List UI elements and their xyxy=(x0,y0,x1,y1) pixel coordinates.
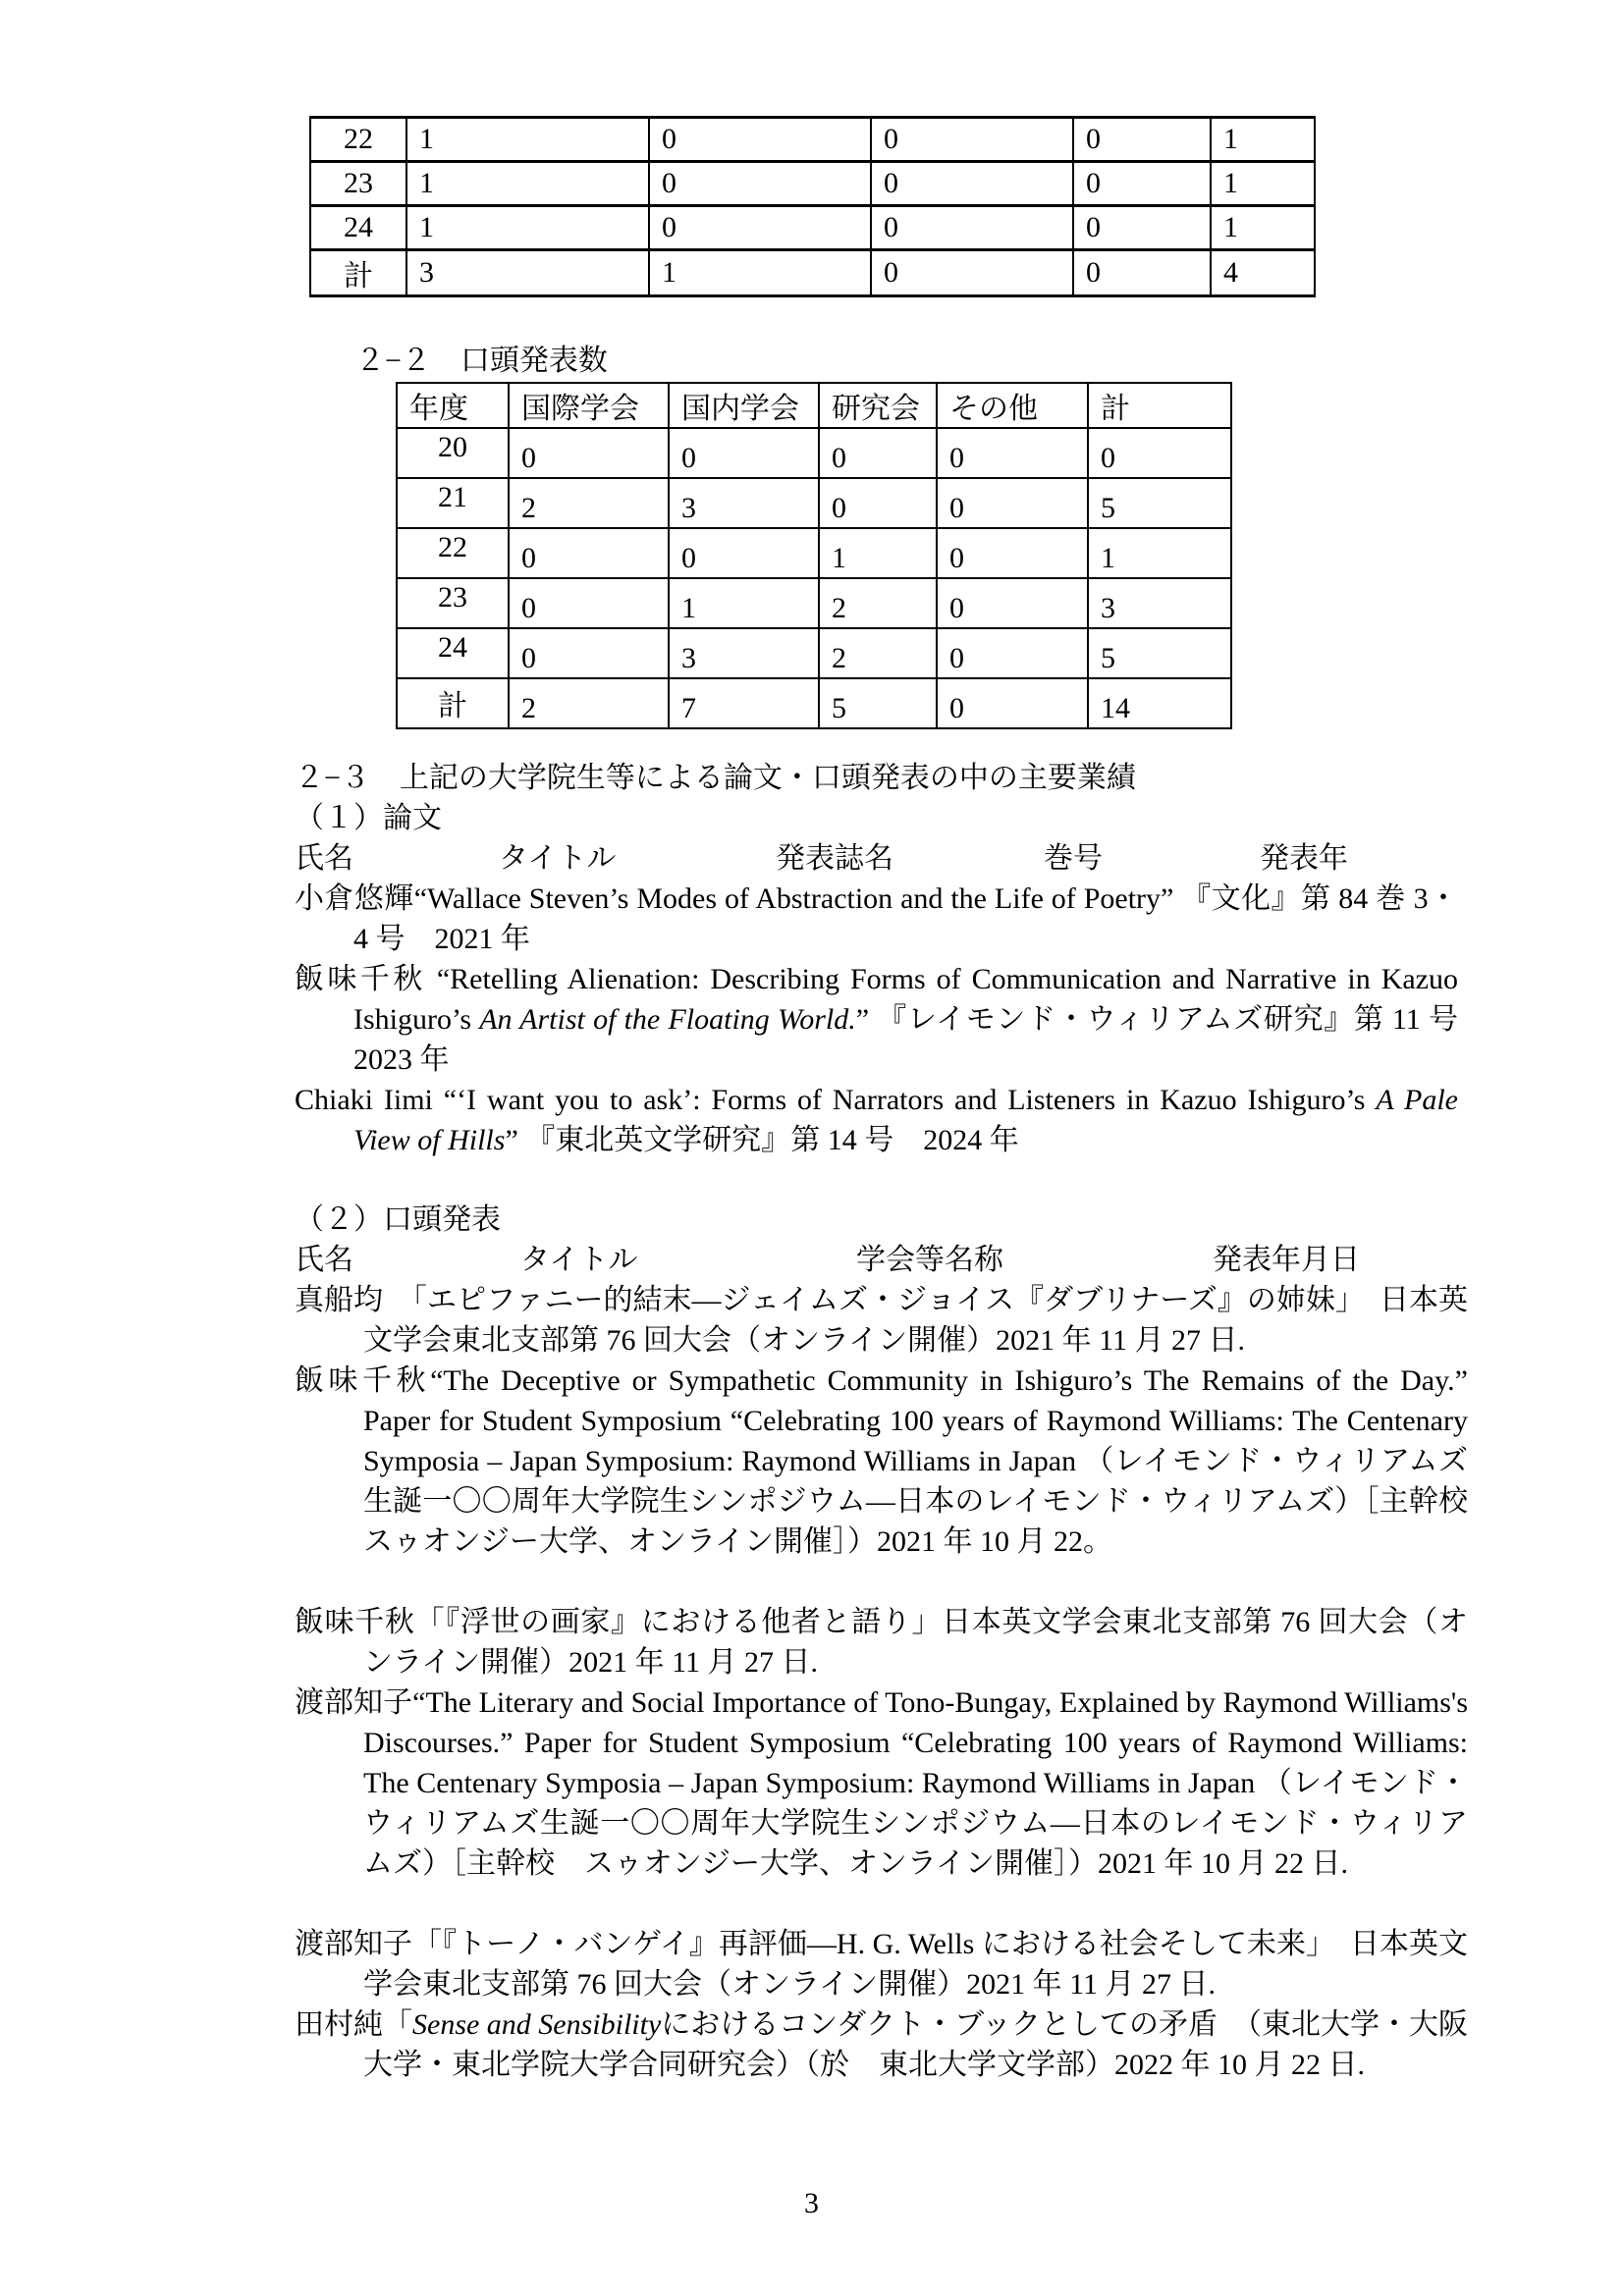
entry-text: におけるコンダクト・ブックとしての矛盾 （東北大学・大阪大学・東北学院大学合同研究会）（於 東北大学文学部）2022 年 10 月 22 日. xyxy=(363,2008,1468,2081)
table-cell: 0 xyxy=(937,528,1088,578)
table-cell: 0 xyxy=(937,578,1088,628)
table-cell: 2 xyxy=(819,578,937,628)
table-row xyxy=(397,478,1231,528)
table-cell: 0 xyxy=(669,528,819,578)
table-cell: 1 xyxy=(819,528,937,578)
year-cell: 23 xyxy=(397,578,509,628)
table-cell: 0 xyxy=(1073,206,1211,250)
table-cell: 5 xyxy=(819,678,937,728)
table-cell: 1 xyxy=(1211,162,1315,206)
table-cell: 3 xyxy=(669,478,819,528)
table-cell: 1 xyxy=(406,162,649,206)
table-cell: 3 xyxy=(1088,578,1231,628)
column-label: 氏名 xyxy=(295,1244,353,1276)
entry-italic-title: A Pale View of Hills xyxy=(353,1084,1458,1156)
column-label: 発表誌名 xyxy=(776,842,893,875)
table-cell: 1 xyxy=(669,578,819,628)
author-name: 小倉悠輝 xyxy=(295,882,414,915)
table-row xyxy=(310,250,1315,296)
papers-heading: （１）論文 xyxy=(295,802,442,834)
author-name: 渡部知子 xyxy=(295,1686,413,1719)
year-cell: 22 xyxy=(310,118,406,162)
table-cell: 0 xyxy=(649,162,871,206)
table-cell: 0 xyxy=(1088,428,1231,478)
table-row xyxy=(310,162,1315,206)
bibliography-entry xyxy=(295,1682,1468,1884)
column-header: その他 xyxy=(937,383,1088,428)
table-cell: 1 xyxy=(1211,206,1315,250)
entry-text: 「『浮世の画家』における他者と語り」日本英文学会東北支部第 76 回大会（オンライン開催）2021 年 11 月 27 日. xyxy=(363,1606,1469,1679)
entry-text: “The Deceptive or Sympathetic Community in Ishiguro’s The Remains of the Day.” Paper for Student Symposium “Celebrating 100 years of Raymond Williams: The Centenary Symposia – Japan Symposium: Raymond Williams in Japan （レイモンド・ウィリアムズ生誕一〇〇周年大学院生シンポジウム—日本のレイモンド・ウィリアムズ）［主幹校 スゥオンジー大学、オンライン開催］）2021 年 10 月 22。 xyxy=(363,1364,1468,1558)
table-cell: 0 xyxy=(669,428,819,478)
column-label: 発表年 xyxy=(1260,842,1348,875)
table-row xyxy=(397,428,1231,478)
table-cell: 0 xyxy=(509,428,669,478)
table-cell: 0 xyxy=(649,206,871,250)
entry-text: “The Literary and Social Importance of Tono-Bungay, Explained by Raymond Williams's Discourses.” Paper for Student Symposium “Celebrating 100 years of Raymond Williams: The Centenary Symposia – Japan Symposium: Raymond Williams in Japan （レイモンド・ウィリアムズ生誕一〇〇周年大学院生シンポジウム—日本のレイモンド・ウィリアムズ）［主幹校 スゥオンジー大学、オンライン開催］）2021 年 10 月 22 日. xyxy=(363,1686,1469,1880)
column-label: 氏名 xyxy=(295,842,353,875)
table-row xyxy=(397,678,1231,728)
bibliography-entry xyxy=(295,879,1458,959)
bibliography-entry xyxy=(295,1361,1468,1562)
page-number: 3 xyxy=(804,2187,819,2219)
bibliography-entry xyxy=(295,2004,1468,2085)
section-2-3-heading: ２−３ 上記の大学院生等による論文・口頭発表の中の主要業績 xyxy=(295,762,1136,794)
table-cell: 0 xyxy=(937,428,1088,478)
table-cell: 0 xyxy=(819,428,937,478)
table-cell: 0 xyxy=(871,162,1073,206)
entry-text: 「『トーノ・バンゲイ』再評価—H. G. Wells における社会そして未来」 日本英文学会東北支部第 76 回大会（オンライン開催）2021 年 11 月 27 日. xyxy=(363,1928,1469,2001)
table-row xyxy=(397,628,1231,678)
table-row xyxy=(397,528,1231,578)
author-name: Chiaki Iimi xyxy=(295,1084,433,1116)
bibliography-entry xyxy=(295,1280,1468,1361)
column-header: 国内学会 xyxy=(669,383,819,428)
column-label: タイトル xyxy=(520,1244,638,1276)
table-header-row xyxy=(397,383,1231,428)
author-name: 飯味千秋 xyxy=(295,963,426,995)
table-cell: 0 xyxy=(937,628,1088,678)
entry-text: ” 『レイモンド・ウィリアムズ研究』第 11 号 2023 年 xyxy=(353,1003,1459,1076)
table-cell: 0 xyxy=(937,678,1088,728)
table-cell: 5 xyxy=(1088,628,1231,678)
table-2-1-continuation xyxy=(309,116,1316,297)
table-cell: 1 xyxy=(649,250,871,296)
table-cell: 5 xyxy=(1088,478,1231,528)
author-name: 真船均 xyxy=(295,1284,384,1316)
table-cell: 1 xyxy=(1211,118,1315,162)
year-cell: 24 xyxy=(397,628,509,678)
year-cell: 21 xyxy=(397,478,509,528)
author-name: 渡部知子 xyxy=(295,1928,413,1960)
table-oral-presentations xyxy=(396,382,1232,729)
bibliography-entry xyxy=(295,959,1458,1080)
table-cell: 0 xyxy=(509,628,669,678)
table-cell: 2 xyxy=(819,628,937,678)
entry-text: ” 『東北英文学研究』第 14 号 2024 年 xyxy=(505,1124,1019,1156)
table-cell: 2 xyxy=(509,678,669,728)
table-cell: 0 xyxy=(1073,118,1211,162)
entry-text: 「エピファニー的結末—ジェイムズ・ジョイス『ダブリナーズ』の姉妹」 日本英文学会東北支部第 76 回大会（オンライン開催）2021 年 11 月 27 日. xyxy=(363,1284,1468,1357)
column-label: タイトル xyxy=(499,842,617,875)
table-row xyxy=(310,206,1315,250)
entry-text: “Retelling Alienation: Describing Forms of Communication and Narrative in Kazuo Ishiguro’s xyxy=(353,963,1458,1036)
author-name: 飯味千秋 xyxy=(295,1606,415,1638)
column-header: 国際学会 xyxy=(509,383,669,428)
bibliography-entry xyxy=(295,1080,1458,1160)
table-cell: 0 xyxy=(1073,162,1211,206)
year-cell: 計 xyxy=(310,250,406,296)
year-cell: 24 xyxy=(310,206,406,250)
table-cell: 1 xyxy=(1088,528,1231,578)
table-cell: 0 xyxy=(871,206,1073,250)
column-label: 巻号 xyxy=(1044,842,1103,875)
table-cell: 3 xyxy=(669,628,819,678)
entry-text: “Wallace Steven’s Modes of Abstraction and the Life of Poetry” 『文化』第 84 巻 3・4 号 2021 年 xyxy=(353,882,1459,955)
entry-italic-title: An Artist of the Floating World. xyxy=(479,1003,856,1036)
entry-text: 「 xyxy=(383,2008,412,2041)
table-cell: 14 xyxy=(1088,678,1231,728)
table-cell: 0 xyxy=(509,528,669,578)
table-row xyxy=(310,118,1315,162)
year-cell: 22 xyxy=(397,528,509,578)
table-cell: 0 xyxy=(1073,250,1211,296)
column-header: 研究会 xyxy=(819,383,937,428)
entry-italic-title: Sense and Sensibility xyxy=(412,2008,662,2041)
table-cell: 2 xyxy=(509,478,669,528)
year-cell: 20 xyxy=(397,428,509,478)
table-cell: 0 xyxy=(871,118,1073,162)
bibliography-entry xyxy=(295,1924,1468,2004)
entry-text: “‘I want you to ask’: Forms of Narrators and Listeners in Kazuo Ishiguro’s xyxy=(432,1084,1377,1116)
table-cell: 4 xyxy=(1211,250,1315,296)
column-header: 年度 xyxy=(397,383,509,428)
presentations-heading: （２）口頭発表 xyxy=(295,1203,501,1236)
table-cell: 1 xyxy=(406,118,649,162)
author-name: 飯味千秋 xyxy=(295,1364,431,1397)
column-label: 発表年月日 xyxy=(1213,1244,1360,1276)
bibliography-entry xyxy=(295,1602,1468,1682)
author-name: 田村純 xyxy=(295,2008,383,2041)
year-cell: 計 xyxy=(397,678,509,728)
table-cell: 7 xyxy=(669,678,819,728)
column-header: 計 xyxy=(1088,383,1231,428)
year-cell: 23 xyxy=(310,162,406,206)
table-cell: 0 xyxy=(819,478,937,528)
column-label: 学会等名称 xyxy=(856,1244,1003,1276)
table-cell: 0 xyxy=(937,478,1088,528)
table-cell: 0 xyxy=(871,250,1073,296)
table-cell: 1 xyxy=(406,206,649,250)
table-cell: 3 xyxy=(406,250,649,296)
table-cell: 0 xyxy=(649,118,871,162)
section-2-2-heading: ２−２ 口頭発表数 xyxy=(355,345,608,377)
table-row xyxy=(397,578,1231,628)
table-cell: 0 xyxy=(509,578,669,628)
